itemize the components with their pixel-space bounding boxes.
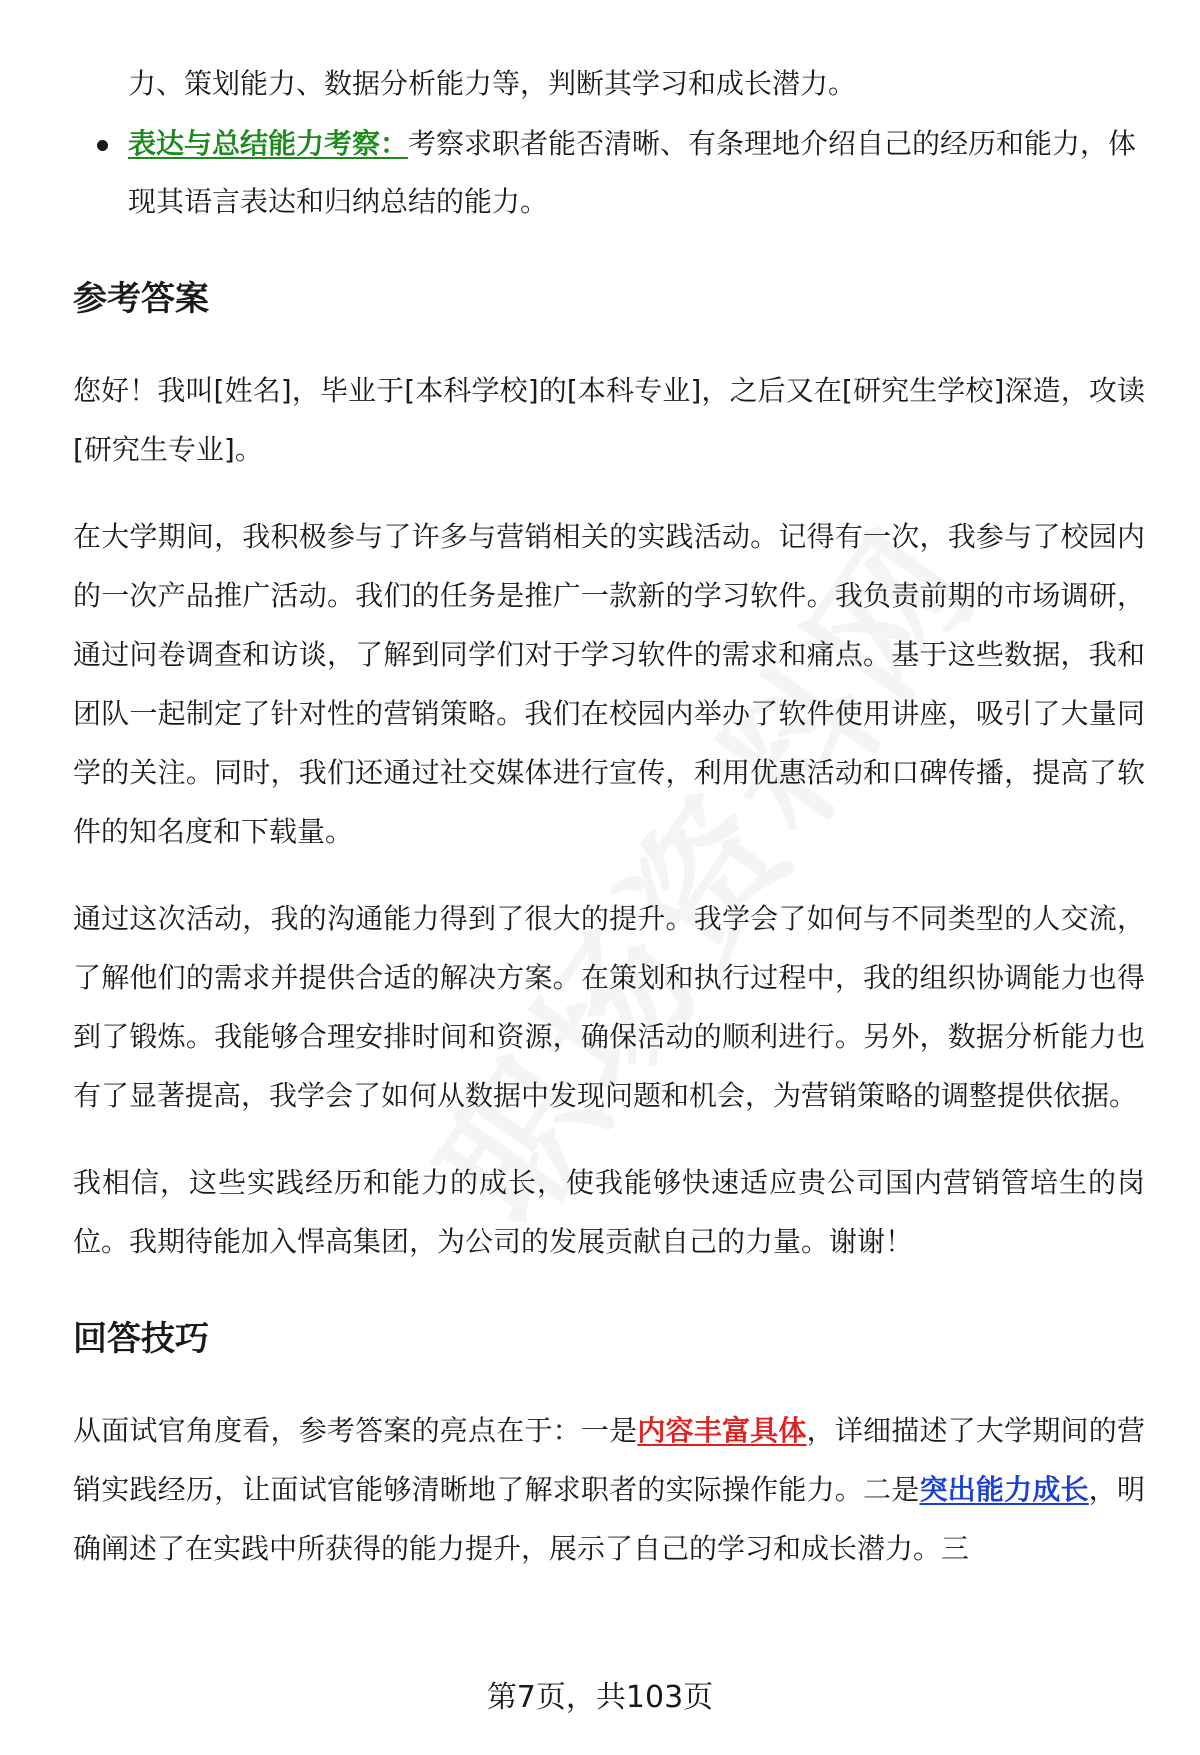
tips-text: ，明确阐述了在实践中所获得的能力提升，展示了自己的学习和成长潜力。三 — [73, 1473, 1145, 1565]
bullet-continuation: 力、策划能力、数据分析能力等，判断其学习和成长潜力。 — [128, 67, 857, 100]
section-title-answer: 参考答案 — [73, 279, 209, 319]
answer-paragraph: 我相信，这些实践经历和能力的成长，使我能够快速适应贵公司国内营销管培生的岗位。我期待能加入悍高集团，为公司的发展贡献自己的力量。谢谢！ — [73, 1166, 1145, 1258]
answer-paragraph: 在大学期间，我积极参与了许多与营销相关的实践活动。记得有一次，我参与了校园内的一次产品推广活动。我们的任务是推广一款新的学习软件。我负责前期的市场调研，通过问卷调查和访谈，了解到同学们对于学习软件的需求和痛点。基于这些数据，我和团队一起制定了针对性的营销策略。我们在校园内举办了软件使用讲座，吸引了大量同学的关注。同时，我们还通过社交媒体进行宣传，利用优惠活动和口碑传播，提高了软件的知名度和下载量。 — [73, 520, 1145, 848]
tips-text: 从面试官角度看，参考答案的亮点在于：一是 — [73, 1414, 638, 1447]
highlight-ability-growth[interactable]: 突出能力成长 — [919, 1473, 1089, 1506]
bullet-text: 考察求职者能否清晰、有条理地介绍自己的经历和能力，体现其语言表达和归纳总结的能力。 — [128, 127, 1137, 218]
list-item — [73, 115, 1145, 231]
highlight-rich-content[interactable]: 内容丰富具体 — [637, 1414, 807, 1447]
bullet-dot-icon — [97, 140, 108, 151]
tips-paragraph — [73, 1401, 1145, 1578]
page-number: 第7页，共103页 — [486, 1680, 714, 1715]
bullet-label[interactable]: 表达与总结能力考察： — [128, 127, 409, 160]
section-title-tips: 回答技巧 — [73, 1319, 209, 1359]
answer-paragraph: 您好！我叫[姓名]，毕业于[本科学校]的[本科专业]，之后又在[研究生学校]深造，攻读[研究生专业]。 — [73, 374, 1145, 466]
answer-paragraph: 通过这次活动，我的沟通能力得到了很大的提升。我学会了如何与不同类型的人交流，了解他们的需求并提供合适的解决方案。在策划和执行过程中，我的组织协调能力也得到了锻炼。我能够合理安排时间和资源，确保活动的顺利进行。另外，数据分析能力也有了显著提高，我学会了如何从数据中发现问题和机会，为营销策略的调整提供依据。 — [73, 902, 1145, 1112]
page-content — [73, 55, 1145, 1606]
tips-text: ，详细描述了大学期间的营销实践经历，让面试官能够清晰地了解求职者的实际操作能力。二是 — [73, 1414, 1145, 1506]
